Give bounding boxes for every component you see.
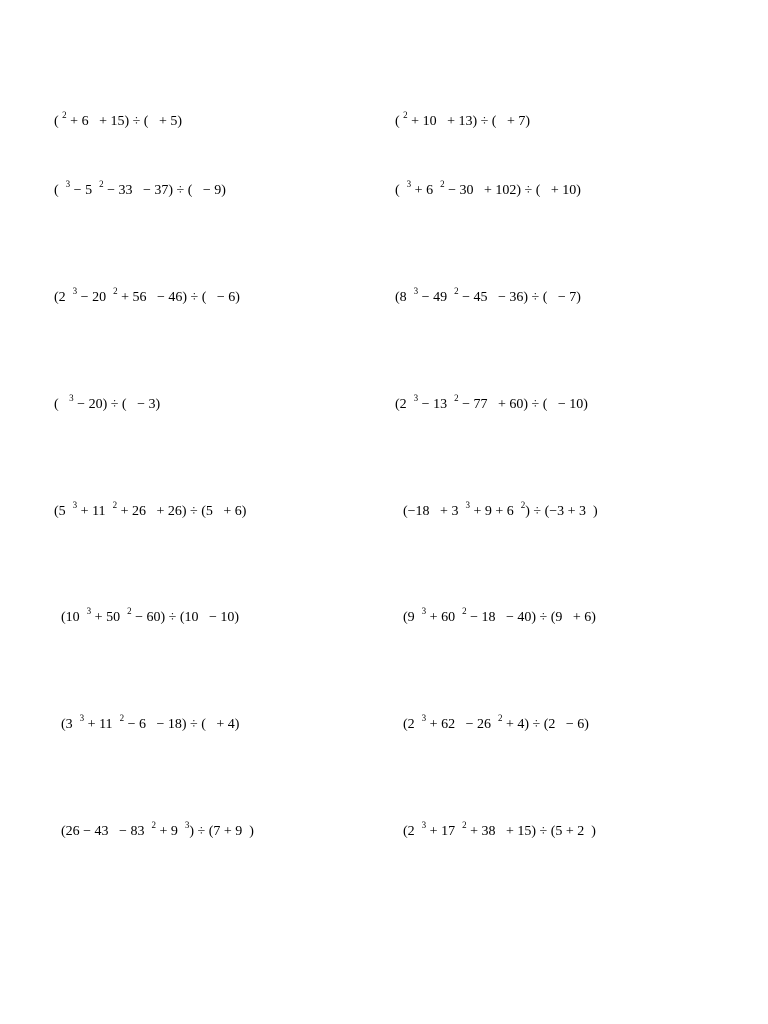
expression-text: + 9 bbox=[155, 824, 185, 839]
expression-text: − 18 − 40) ÷ (9 + 6) bbox=[466, 610, 596, 625]
problem-5 bbox=[54, 286, 240, 306]
exponent: 2 bbox=[127, 606, 132, 617]
expression-text: − 20) ÷ ( − 3) bbox=[73, 397, 161, 412]
exponent: 3 bbox=[421, 820, 427, 831]
problem-4 bbox=[395, 179, 581, 199]
exponent: 2 bbox=[151, 820, 156, 831]
exponent: 2 bbox=[440, 179, 445, 190]
expression-text: + 26 + 26) ÷ (5 + 6) bbox=[117, 504, 247, 519]
exponent: 3 bbox=[406, 179, 412, 190]
exponent: 2 bbox=[462, 820, 467, 831]
exponent: 2 bbox=[113, 286, 118, 297]
expression-text: − 60) ÷ (10 − 10) bbox=[131, 610, 240, 625]
exponent: 3 bbox=[184, 820, 190, 831]
expression-text: ( bbox=[54, 397, 70, 412]
expression-text: − 30 + 102) ÷ ( + 10) bbox=[444, 183, 581, 198]
exponent: 3 bbox=[413, 393, 419, 404]
expression-text: (2 bbox=[54, 290, 73, 305]
expression-text: + 17 bbox=[426, 824, 463, 839]
expression-text: + 50 bbox=[91, 610, 128, 625]
expression-text: (5 bbox=[54, 504, 73, 519]
expression-text: + 62 − 26 bbox=[426, 717, 498, 732]
expression-text: − 6 − 18) ÷ ( + 4) bbox=[124, 717, 240, 732]
problem-3 bbox=[54, 179, 226, 199]
exponent: 3 bbox=[421, 713, 427, 724]
expression-text: (9 bbox=[403, 610, 422, 625]
expression-text: − 77 + 60) ÷ ( − 10) bbox=[458, 397, 588, 412]
expression-text: ) ÷ (−3 + 3 ) bbox=[525, 504, 598, 519]
expression-text: (10 bbox=[61, 610, 87, 625]
exponent: 2 bbox=[497, 713, 503, 724]
expression-text: ( bbox=[54, 114, 63, 129]
problem-1 bbox=[54, 110, 183, 130]
expression-text: − 5 bbox=[70, 183, 100, 198]
problem-6 bbox=[395, 286, 581, 306]
exponent: 2 bbox=[62, 110, 67, 121]
problem-11 bbox=[61, 606, 240, 626]
problem-15 bbox=[61, 820, 254, 840]
exponent: 3 bbox=[79, 713, 85, 724]
problem-14 bbox=[403, 713, 589, 733]
exponent: 2 bbox=[454, 393, 459, 404]
expression-text: + 60 bbox=[426, 610, 463, 625]
problem-13 bbox=[61, 713, 240, 733]
expression-text: + 9 + 6 bbox=[469, 504, 521, 519]
exponent: 2 bbox=[403, 110, 408, 121]
expression-text: + 10 + 13) ÷ ( + 7) bbox=[407, 114, 531, 129]
exponent: 2 bbox=[520, 500, 526, 511]
exponent: 3 bbox=[413, 286, 419, 297]
exponent: 3 bbox=[86, 606, 92, 617]
expression-text: − 49 bbox=[418, 290, 455, 305]
expression-text: (26 − 43 − 83 bbox=[61, 824, 152, 839]
expression-text: (8 bbox=[395, 290, 414, 305]
expression-text: ( bbox=[54, 183, 66, 198]
exponent: 3 bbox=[465, 500, 470, 511]
expression-text: (−18 + 3 bbox=[403, 504, 466, 519]
exponent: 2 bbox=[112, 500, 118, 511]
expression-text: + 56 − 46) ÷ ( − 6) bbox=[117, 290, 240, 305]
expression-text: − 33 − 37) ÷ ( − 9) bbox=[103, 183, 226, 198]
expression-text: ) ÷ (7 + 9 ) bbox=[189, 824, 254, 839]
expression-text: (2 bbox=[403, 824, 422, 839]
expression-text: (2 bbox=[403, 717, 422, 732]
problem-2 bbox=[395, 110, 531, 130]
exponent: 2 bbox=[454, 286, 459, 297]
expression-text: − 45 − 36) ÷ ( − 7) bbox=[458, 290, 581, 305]
exponent: 3 bbox=[72, 286, 78, 297]
problem-8 bbox=[395, 393, 588, 413]
exponent: 2 bbox=[462, 606, 467, 617]
exponent: 3 bbox=[69, 393, 74, 404]
expression-text: − 13 bbox=[418, 397, 455, 412]
expression-text: + 38 + 15) ÷ (5 + 2 ) bbox=[466, 824, 596, 839]
exponent: 3 bbox=[421, 606, 427, 617]
expression-text: ( bbox=[395, 114, 404, 129]
expression-text: (3 bbox=[61, 717, 80, 732]
exponent: 3 bbox=[72, 500, 78, 511]
problem-9 bbox=[54, 500, 247, 520]
expression-text: − 20 bbox=[77, 290, 114, 305]
expression-text: (2 bbox=[395, 397, 414, 412]
problem-10 bbox=[403, 500, 598, 520]
problem-12 bbox=[403, 606, 596, 626]
expression-text: ( bbox=[395, 183, 407, 198]
expression-text: + 6 bbox=[411, 183, 441, 198]
exponent: 3 bbox=[65, 179, 71, 190]
problem-7 bbox=[54, 393, 161, 413]
expression-text: + 11 bbox=[77, 504, 113, 519]
problem-16 bbox=[403, 820, 596, 840]
expression-text: + 11 bbox=[84, 717, 120, 732]
expression-text: + 6 + 15) ÷ ( + 5) bbox=[66, 114, 183, 129]
exponent: 2 bbox=[119, 713, 125, 724]
exponent: 2 bbox=[99, 179, 104, 190]
expression-text: + 4) ÷ (2 − 6) bbox=[502, 717, 589, 732]
